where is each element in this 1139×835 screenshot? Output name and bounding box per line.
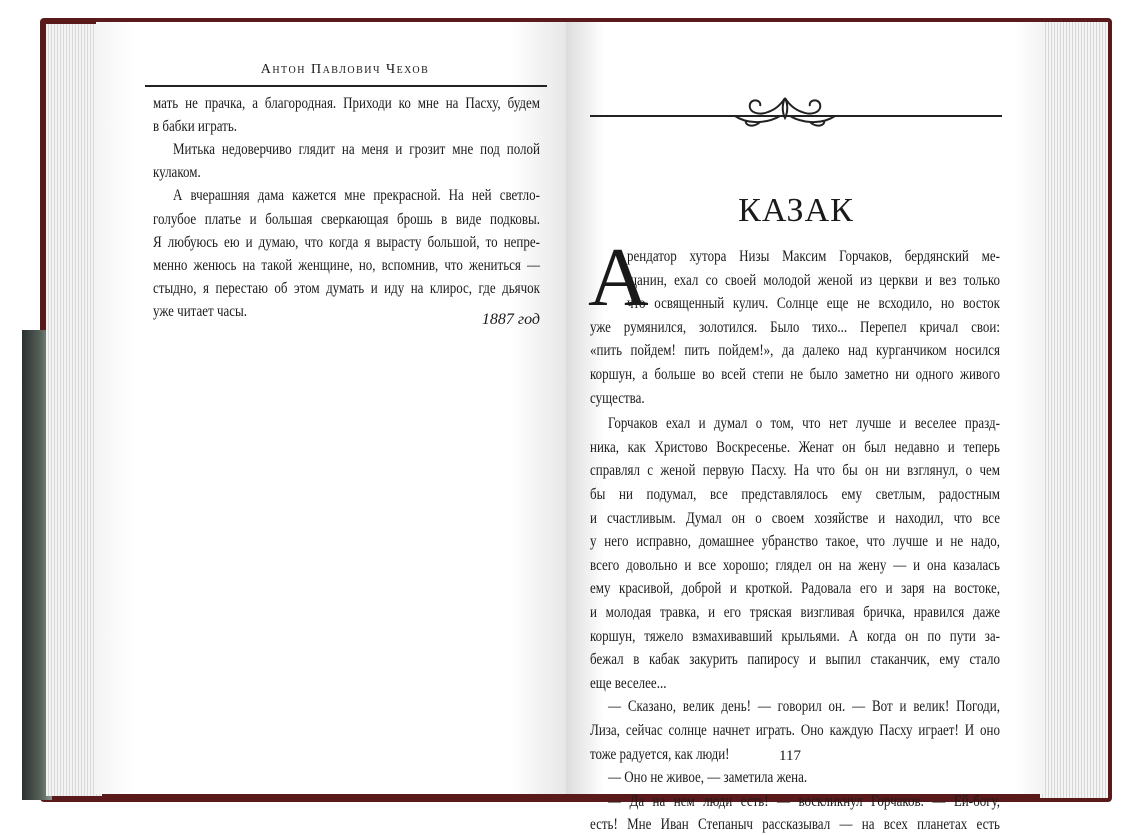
- text-line: рендатор хутора Низы Максим Горчаков, бердянский ме-: [627, 248, 1000, 265]
- text-line: тоже радуется, как люди!: [590, 745, 730, 763]
- text-line: Я любуюсь ею и думаю, что когда я вырасту большой, то непре-: [153, 233, 540, 251]
- date-line: 1887 год: [481, 311, 540, 328]
- text-line: — Сказано, велик день! — говорил он. — Вот и велик! Погоди,: [608, 698, 1000, 716]
- text-line: Горчаков ехал и думал о том, что нет лучше и веселее празд-: [608, 415, 1000, 433]
- page-number: 117: [779, 748, 801, 764]
- text-line: — Оно не живое, — заметила жена.: [608, 769, 808, 787]
- text-line: менно женюсь на такой женщине, но, вспомнив, что жениться —: [153, 256, 540, 274]
- right-page-stack: [1040, 22, 1108, 798]
- text-line: щанин, ехал со своей молодой женой из церкви и вез только: [627, 271, 1000, 289]
- text-line: коршун, тяжело взмахивавший крыльями. А когда он по пути за-: [590, 627, 1000, 645]
- header-rule: [145, 85, 547, 87]
- text-line: справлял с женой первую Пасху. На что бы он ни взглянул, о чем: [590, 462, 1000, 480]
- text-line: стыдно, я перестаю об этом думать и иду на клирос, где дьячок: [153, 279, 540, 297]
- text-line: ему красивой, доброй и кроткой. Радовала его и заря на востоке,: [590, 580, 1000, 598]
- text-line: голубое платье и большая сверкающая брошь в виде подковы.: [153, 210, 540, 228]
- text-line: уже читает часы.: [153, 302, 248, 320]
- text-line: А вчерашняя дама кажется мне прекрасной. На ней светло-: [173, 187, 540, 205]
- story-title: КАЗАК: [738, 192, 854, 229]
- text-line: Лиза, сейчас солнце начнет играть. Оно каждую Пасху играет! И оно: [590, 722, 1000, 739]
- left-page: [96, 22, 568, 794]
- text-line: уже румянился, золотился. Было тихо... Перепел кричал свои:: [590, 318, 1000, 336]
- text-line: бы ни подумал, все представлялось ему светлым, радостным: [590, 486, 1000, 503]
- text-line: коршун, а больше во всей степи не было заметно ни одного живого: [590, 366, 1000, 383]
- text-line: есть! Мне Иван Степаныч рассказывал — на всех планетах есть: [590, 816, 1000, 834]
- drop-cap: А: [588, 231, 649, 324]
- text-line: и счастливым. Думал он о своем хозяйстве и находил, что все: [590, 509, 1000, 527]
- text-line: кулаком.: [153, 164, 201, 182]
- running-head: Антон Павлович Чехов: [260, 62, 430, 77]
- text-line: еще веселее...: [590, 674, 667, 692]
- text-line: мать не прачка, а благородная. Приходи ко мне на Пасху, будем: [153, 95, 540, 112]
- text-line: всего довольно и все хорошо; глядел он на жену — и она казалась: [590, 556, 1000, 574]
- text-line: у него исправно, домашнее убранство такое, что лучше и не надо,: [590, 533, 1000, 551]
- text-line: и молодая травка, и его тряская визгливая бричка, нравился даже: [590, 604, 1000, 621]
- text-line: существа.: [590, 389, 645, 407]
- text-line: что освященный кулич. Солнце еще не всходило, но восток: [627, 295, 1000, 313]
- text-line: в бабки играть.: [153, 118, 238, 136]
- text-line: Митька недоверчиво глядит на меня и грозит мне под полой: [173, 141, 540, 159]
- ornament-icon: [730, 92, 840, 132]
- text-line: «пить пойдем! пить пойдем!», да далеко над курганчиком носился: [590, 342, 1000, 360]
- left-page-stack: [46, 24, 102, 796]
- text-line: бежал в кабак закурить папиросу и выпил стаканчик, ему стало: [590, 651, 1000, 669]
- text-line: — Да на нем люди есть! — воскликнул Горчаков. — Ей-богу,: [608, 792, 1000, 810]
- text-line: ника, как Христово Воскресенье. Женат он был недавно и теперь: [590, 438, 1000, 456]
